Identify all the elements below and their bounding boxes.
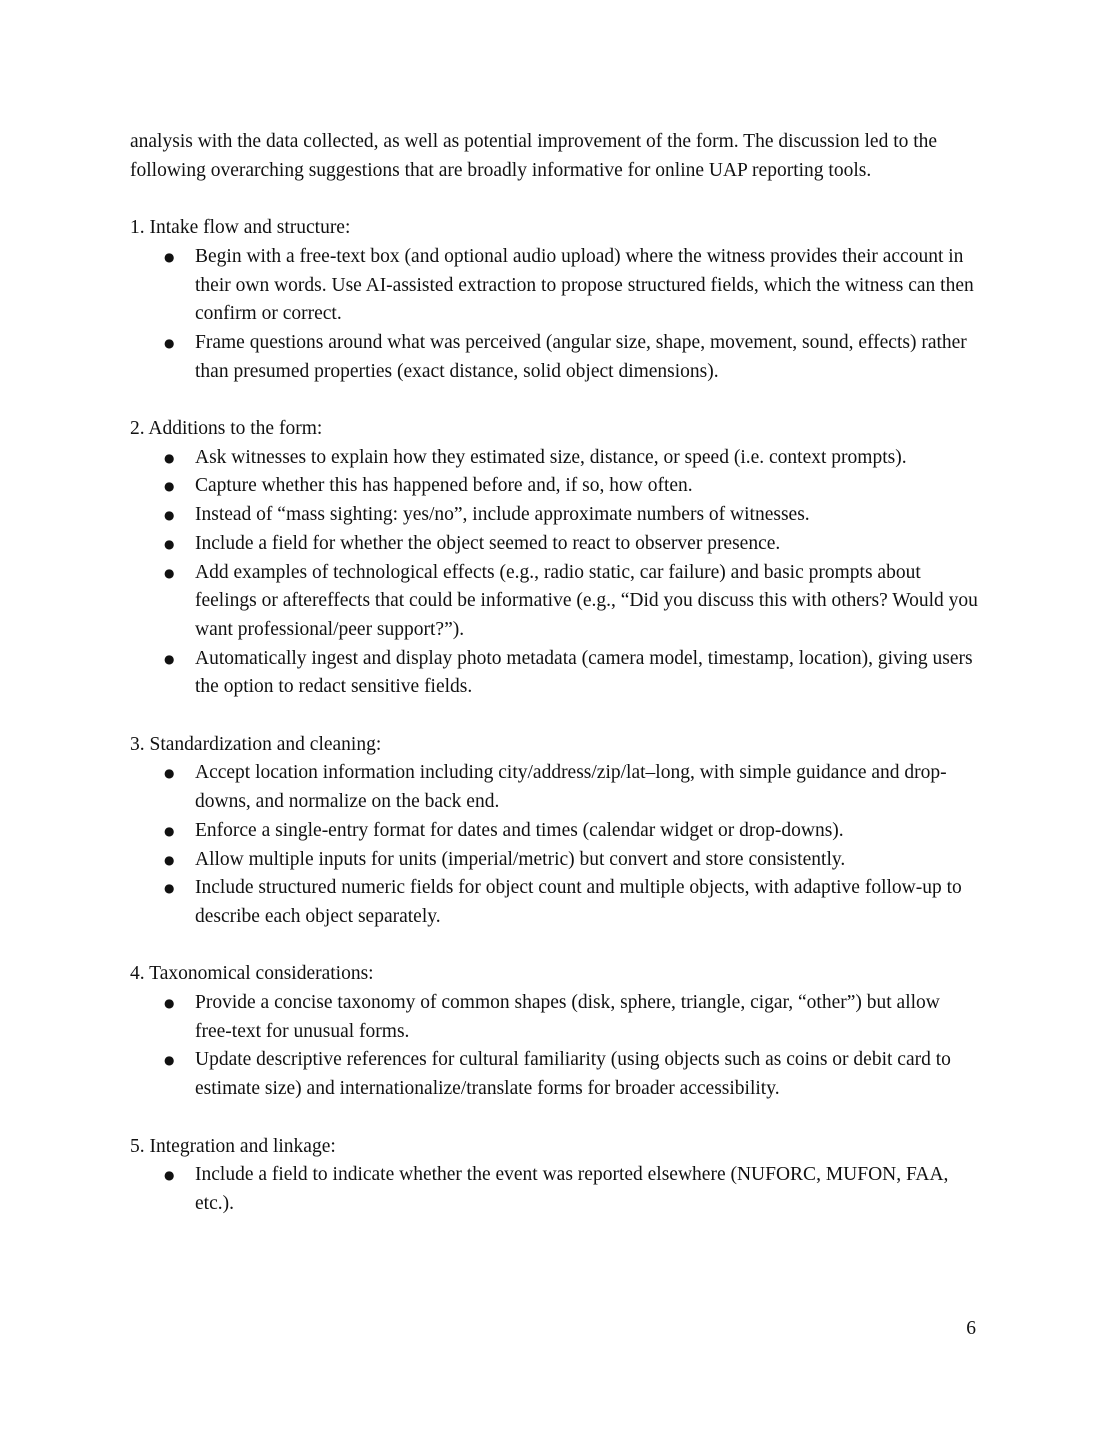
intro-paragraph: analysis with the data collected, as well as potential improvement of the form. The discussion led to the following overarching suggestions that are broadly informative for online UAP reporting tools. — [130, 131, 938, 181]
list-item-text: Automatically ingest and display photo metadata (camera model, timestamp, location), giving users the option to redact sensitive fields. — [195, 647, 973, 698]
section-taxonomical — [130, 960, 980, 1104]
list-item-text: Include a field to indicate whether the event was reported elsewhere (NUFORC, MUFON, FAA, etc.). — [195, 1164, 949, 1214]
list-item-text: Ask witnesses to explain how they estimated size, distance, or speed (i.e. context prompts). — [195, 446, 907, 468]
list-item-text: Capture whether this has happened before and, if so, how often. — [195, 475, 693, 497]
list-item — [130, 444, 980, 473]
bullet-icon: ● — [164, 766, 175, 781]
list-item — [130, 989, 980, 1046]
list-item-text: Frame questions around what was perceived (angular size, shape, movement, sound, effects) rather than presumed properties (exact distance, solid object dimensions). — [195, 331, 967, 382]
bullet-icon: ● — [164, 1168, 175, 1183]
list-item — [130, 759, 980, 816]
list-item-text: Allow multiple inputs for units (imperial/metric) but convert and store consistently. — [195, 848, 846, 870]
list-item-text: Add examples of technological effects (e.g., radio static, car failure) and basic prompts about feelings or aftereffects that could be informative (e.g., “Did you discuss this with others? Would you want professional/peer support?”). — [195, 561, 978, 640]
section-heading: 2. Additions to the form: — [130, 418, 323, 439]
bullet-icon: ● — [164, 249, 175, 264]
bullet-list — [130, 444, 980, 702]
bullet-list — [130, 989, 980, 1104]
list-item — [130, 530, 980, 559]
section-intake-flow — [130, 214, 980, 386]
list-item-text: Provide a concise taxonomy of common shapes (disk, sphere, triangle, cigar, “other”) but allow free-text for unusual forms. — [195, 992, 940, 1042]
section-heading: 5. Integration and linkage: — [130, 1135, 336, 1157]
bullet-icon: ● — [164, 1053, 175, 1068]
list-item — [130, 559, 980, 645]
list-item-text: Instead of “mass sighting: yes/no”, include approximate numbers of witnesses. — [195, 504, 810, 526]
list-item-text: Include structured numeric fields for object count and multiple objects, with adaptive follow-up to describe each object separately. — [195, 877, 962, 927]
list-item — [130, 1161, 980, 1218]
bullet-icon: ● — [164, 536, 175, 551]
bullet-list — [130, 759, 980, 931]
section-heading: 3. Standardization and cleaning: — [130, 733, 382, 755]
section-additions — [130, 415, 980, 702]
list-item — [130, 472, 980, 501]
bullet-icon: ● — [164, 565, 175, 580]
list-item-text: Begin with a free-text box (and optional audio upload) where the witness provides their account in their own words. Use AI-assisted extraction to propose structured fields, which the witness can then confirm or correct. — [195, 245, 974, 325]
section-integration — [130, 1133, 980, 1219]
list-item — [130, 243, 980, 329]
list-item — [130, 1046, 980, 1103]
list-item-text: Enforce a single-entry format for dates and times (calendar widget or drop-downs). — [195, 819, 844, 841]
list-item-text: Update descriptive references for cultural familiarity (using objects such as coins or debit card to estimate size) and internationalize/translate forms for broader accessibility. — [195, 1049, 951, 1100]
list-item-text: Include a field for whether the object seemed to react to observer presence. — [195, 532, 781, 554]
bullet-icon: ● — [164, 823, 175, 838]
list-item-text: Accept location information including city/address/zip/lat–long, with simple guidance and drop-downs, and normalize on the back end. — [195, 762, 947, 813]
bullet-icon: ● — [164, 508, 175, 523]
list-item — [130, 874, 980, 931]
list-item — [130, 846, 980, 875]
section-standardization — [130, 731, 980, 932]
bullet-list — [130, 243, 980, 387]
bullet-icon: ● — [164, 651, 175, 666]
bullet-icon: ● — [164, 450, 175, 465]
bullet-icon: ● — [164, 996, 175, 1011]
list-item — [130, 817, 980, 846]
bullet-icon: ● — [164, 881, 175, 896]
list-item — [130, 329, 980, 386]
page-number: 6 — [966, 1318, 976, 1339]
bullet-list — [130, 1161, 980, 1218]
page-content — [130, 128, 980, 1247]
bullet-icon: ● — [164, 335, 175, 350]
bullet-icon: ● — [164, 852, 175, 867]
section-heading: 1. Intake flow and structure: — [130, 217, 351, 239]
section-heading: 4. Taxonomical considerations: — [130, 963, 374, 985]
list-item — [130, 645, 980, 702]
list-item — [130, 501, 980, 530]
bullet-icon: ● — [164, 479, 175, 494]
